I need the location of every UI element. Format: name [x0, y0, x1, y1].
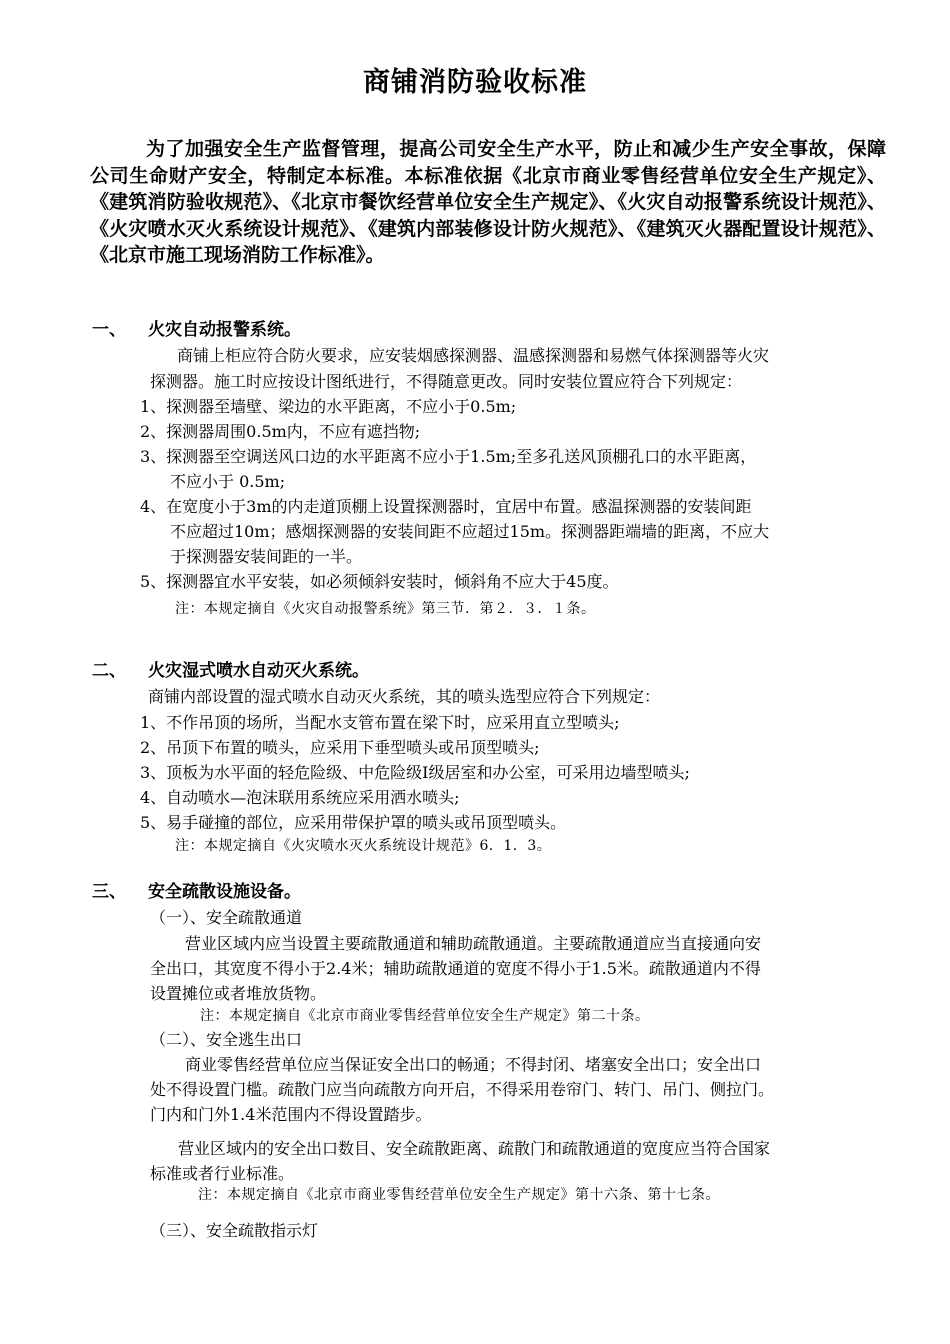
- section-1-note: 注：本规定摘自《火灾自动报警系统》第三节．第２．３．１条。: [175, 601, 596, 617]
- subsection-3-heading: （三）、安全疏散指示灯: [150, 1221, 319, 1240]
- subsection-2-para2: 营业区域内的安全出口数目、安全疏散距离、疏散门和疏散通道的宽度应当符合国家: [178, 1139, 771, 1158]
- document-title: 商铺消防验收标准: [363, 67, 587, 98]
- section-2-item-2: 2、吊顶下布置的喷头，应采用下垂型喷头或吊顶型喷头;: [140, 738, 540, 757]
- section-2-number: 二、: [92, 661, 126, 681]
- section-3-title: 安全疏散设施设备。: [148, 882, 301, 902]
- section-1-number: 一、: [92, 320, 126, 340]
- section-1-item-3: 3、探测器至空调送风口边的水平距离不应小于1.5m;至多孔送风顶棚孔口的水平距离，: [140, 447, 757, 466]
- section-2-note: 注：本规定摘自《火灾喷水灭火系统设计规范》6．1．3。: [175, 838, 552, 854]
- subsection-2-para2: 标准或者行业标准。: [150, 1164, 295, 1183]
- section-1-item-2: 2、探测器周围0.5m内，不应有遮挡物;: [140, 422, 421, 441]
- subsection-1-line: 营业区域内应当设置主要疏散通道和辅助疏散通道。主要疏散通道应当直接通向安: [185, 934, 762, 953]
- section-1-line: 探测器。施工时应按设计图纸进行，不得随意更改。同时安装位置应符合下列规定：: [150, 372, 743, 391]
- section-2-intro: 商铺内部设置的湿式喷水自动灭火系统，其的喷头选型应符合下列规定：: [148, 687, 661, 706]
- section-1-item-4-cont: 不应超过10m；感烟探测器的安装间距不应超过15m。探测器距端墙的距离，不应大: [170, 522, 770, 541]
- subsection-1-line: 设置摊位或者堆放货物。: [150, 984, 327, 1003]
- section-1-item-5: 5、探测器宜水平安装，如必须倾斜安装时，倾斜角不应大于45度。: [140, 572, 619, 591]
- section-1-item-4: 4、在宽度小于3m的内走道顶棚上设置探测器时，宜居中布置。感温探测器的安装间距: [140, 497, 752, 516]
- section-2-item-3: 3、顶板为水平面的轻危险级、中危险级Ⅰ级居室和办公室，可采用边墙型喷头;: [140, 763, 690, 782]
- subsection-2-heading: （二）、安全逃生出口: [150, 1030, 303, 1049]
- section-2-item-1: 1、不作吊顶的场所，当配水支管布置在梁下时，应采用直立型喷头;: [140, 713, 620, 732]
- section-1-item-1: 1、探测器至墙壁、梁边的水平距离，不应小于0.5m;: [140, 397, 517, 416]
- section-1-heading: [92, 318, 301, 342]
- intro-paragraph: 为了加强安全生产监督管理，提高公司安全生产水平，防止和减少生产安全事故，保障公司生命财产安全，特制定本标准。本标准依据《北京市商业零售经营单位安全生产规定》、《建筑消防验收规范》、《北京市餐饮经营单位安全生产规定》、《火灾自动报警系统设计规范》、《火灾喷水灭火系统设计规范》、《建筑内部装修设计防火规范》、《建筑灭火器配置设计规范》、《北京市施工现场消防工作标准》。: [90, 138, 886, 266]
- subsection-2-line: 商业零售经营单位应当保证安全出口的畅通；不得封闭、堵塞安全出口；安全出口: [185, 1055, 762, 1074]
- section-2-item-5: 5、易手碰撞的部位，应采用带保护罩的喷头或吊顶型喷头。: [140, 813, 567, 832]
- section-2-title: 火灾湿式喷水自动灭火系统。: [148, 661, 369, 681]
- section-1-item-4-cont: 于探测器安装间距的一半。: [170, 547, 363, 566]
- section-1-title: 火灾自动报警系统。: [148, 320, 301, 340]
- subsection-2-line: 处不得设置门槛。疏散门应当向疏散方向开启，不得采用卷帘门、转门、吊门、侧拉门。: [150, 1080, 775, 1099]
- subsection-1-line: 全出口，其宽度不得小于2.4米；辅助疏散通道的宽度不得小于1.5米。疏散通道内不得: [150, 959, 761, 978]
- section-3-heading: [92, 880, 301, 904]
- subsection-1-heading: （一）、安全疏散通道: [150, 908, 303, 927]
- section-1-item-3-cont: 不应小于 0.5m;: [170, 472, 286, 491]
- section-2-heading: [92, 659, 369, 683]
- section-1-line: 商铺上柜应符合防火要求，应安装烟感探测器、温感探测器和易燃气体探测器等火灾: [177, 346, 770, 365]
- section-3-number: 三、: [92, 882, 126, 902]
- section-2-item-4: 4、自动喷水—泡沫联用系统应采用洒水喷头;: [140, 788, 460, 807]
- subsection-2-note: 注：本规定摘自《北京市商业零售经营单位安全生产规定》第十六条、第十七条。: [198, 1187, 720, 1203]
- subsection-2-line: 门内和门外1.4米范围内不得设置踏步。: [150, 1105, 432, 1124]
- subsection-1-note: 注：本规定摘自《北京市商业零售经营单位安全生产规定》第二十条。: [200, 1008, 650, 1024]
